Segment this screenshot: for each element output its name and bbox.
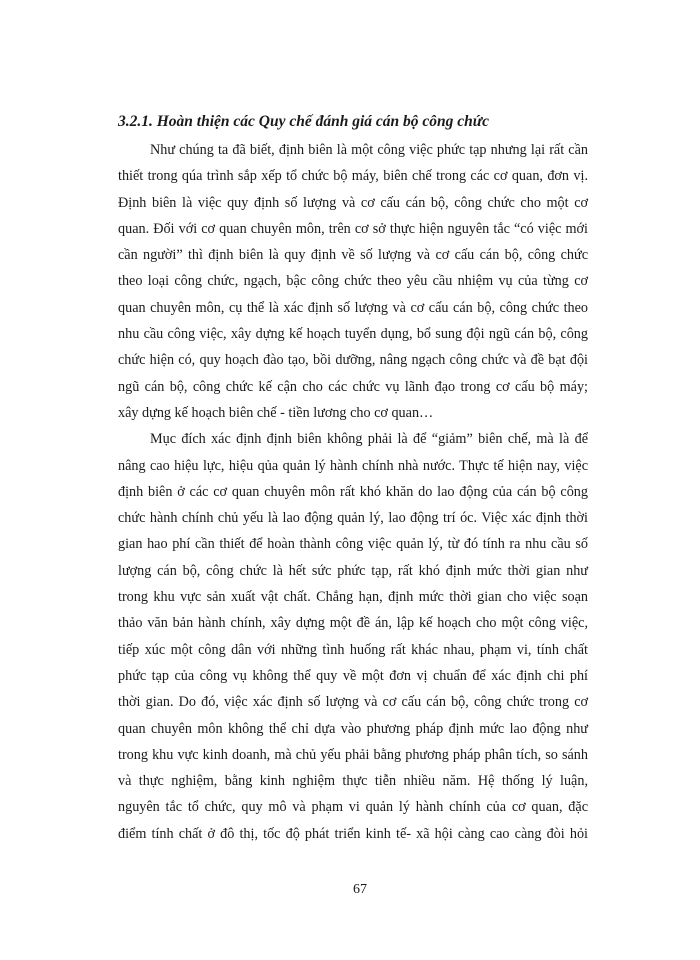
text-line: gian hao phí cần thiết để hoàn thành công việc quản lý, từ đó tính ra nhu cầu số [118, 536, 588, 553]
paragraph-1 [118, 137, 588, 426]
text-line: định biên ở các cơ quan chuyên môn rất khó khăn do lao động của cán bộ công [118, 483, 588, 500]
document-page [118, 112, 588, 847]
text-line: chức hiện có, quy hoạch đào tạo, bồi dưỡng, nâng ngạch công chức và đề bạt đội [118, 352, 588, 369]
text-line: điểm tính chất ở đô thị, tốc độ phát triển kinh tế- xã hội càng cao càng đòi hỏi [118, 825, 588, 842]
section-heading: 3.2.1. Hoàn thiện các Quy chế đánh giá cán bộ công chức [118, 113, 489, 130]
text-line: và thực nghiệm, bằng kinh nghiệm thực tiễn nhiều năm. Hệ thống lý luận, [118, 773, 588, 790]
text-line: lượng cán bộ, công chức là hết sức phức tạp, rất khó định mức thời gian như [118, 562, 588, 579]
text-line: nguyên tắc tổ chức, quy mô và phạm vi quản lý hành chính của cơ quan, đặc [118, 799, 588, 816]
text-line: phức tạp của công vụ không thể quy về một đơn vị chuẩn để xác định chi phí [118, 667, 588, 684]
text-line: xây dựng kế hoạch biên chế - tiền lương cho cơ quan… [118, 404, 434, 421]
text-line: quan chuyên môn không thể chỉ dựa vào phương pháp định mức lao động như [118, 720, 588, 737]
text-line: tiếp xúc một công dân với những tình huống rất khác nhau, phạm vi, tính chất [118, 641, 588, 658]
text-line: chức hành chính chủ yếu là lao động quản lý, lao động trí óc. Việc xác định thời [118, 510, 588, 527]
text-line: nâng cao hiệu lực, hiệu qủa quản lý hành chính nhà nước. Thực tế hiện nay, việc [118, 457, 588, 474]
text-line: trong khu vực sản xuất vật chất. Chẳng hạn, định mức thời gian cho việc soạn [118, 589, 588, 606]
text-line: Định biên là việc quy định số lượng và cơ cấu cán bộ, công chức cho một cơ [118, 194, 588, 211]
text-line: ngũ cán bộ, công chức kế cận cho các chức vụ lãnh đạo trong cơ cấu bộ máy; [118, 378, 588, 395]
text-line: thảo văn bản hành chính, xây dựng một đề án, lập kế hoạch cho một công việc, [118, 615, 588, 632]
page-number: 67 [353, 882, 367, 897]
paragraph-2 [118, 426, 588, 847]
text-line: Như chúng ta đã biết, định biên là một công việc phức tạp nhưng lại rất cần [150, 142, 588, 158]
text-line: theo loại công chức, ngạch, bậc công chức theo yêu cầu nhiệm vụ của từng cơ [118, 273, 588, 290]
text-line: trong khu vực kinh doanh, mà chủ yếu phải bằng phương pháp phân tích, so sánh [118, 746, 588, 763]
text-line: nhu cầu công việc, xây dựng kế hoạch tuyển dụng, bổ sung đội ngũ cán bộ, công [118, 326, 588, 343]
text-line: thời gian. Do đó, việc xác định số lượng và cơ cấu cán bộ, công chức trong cơ [118, 694, 588, 711]
text-line: quan chuyên môn, cụ thể là xác định số lượng và cơ cấu cán bộ, công chức theo [118, 299, 588, 316]
text-line: Mục đích xác định định biên không phải là để “giảm” biên chế, mà là để [150, 431, 588, 448]
text-line: quan. Đối với cơ quan chuyên môn, trên cơ sở thực hiện nguyên tắc “có việc mới [118, 220, 588, 237]
text-line: thiết trong qúa trình sắp xếp tổ chức bộ máy, biên chế trong các cơ quan, đơn vị. [118, 168, 588, 185]
text-line: cần người” thì định biên là quy định về số lượng và cơ cấu cán bộ, công chức [118, 247, 588, 264]
